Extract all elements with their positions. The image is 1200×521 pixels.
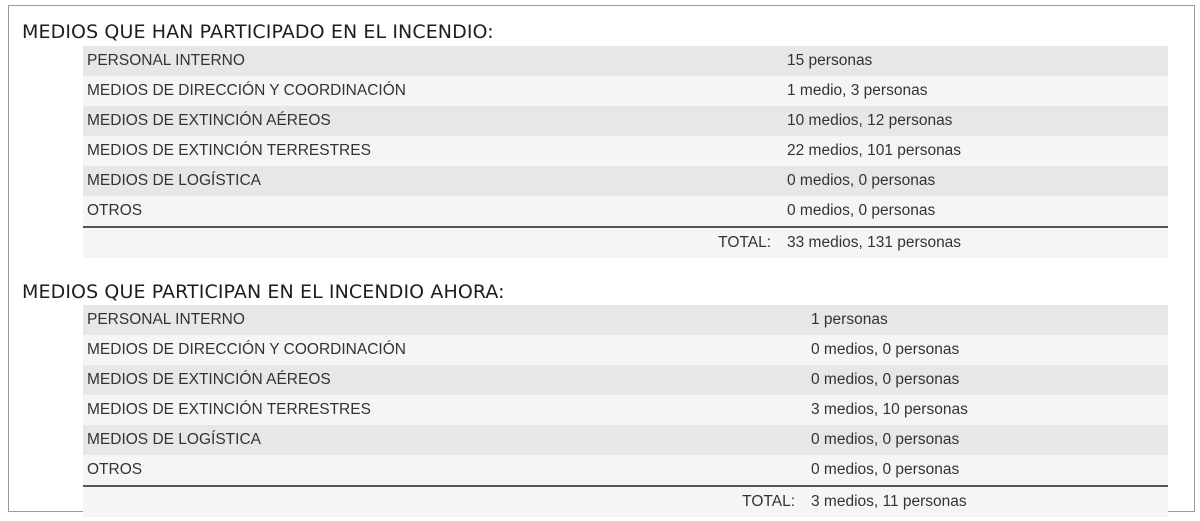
total-label: TOTAL:	[83, 228, 787, 258]
row-value: 3 medios, 10 personas	[811, 395, 1168, 425]
row-label: MEDIOS DE LOGÍSTICA	[83, 425, 811, 455]
row-label: PERSONAL INTERNO	[83, 46, 787, 76]
resources-table-current	[83, 305, 1168, 517]
row-value: 1 medio, 3 personas	[787, 76, 1168, 106]
row-value: 15 personas	[787, 46, 1168, 76]
resources-table-participated	[83, 46, 1168, 258]
table-row	[83, 305, 1168, 335]
total-value: 33 medios, 131 personas	[787, 228, 1168, 258]
row-value: 0 medios, 0 personas	[787, 196, 1168, 226]
row-value: 0 medios, 0 personas	[811, 365, 1168, 395]
row-label: MEDIOS DE LOGÍSTICA	[83, 166, 787, 196]
table-row	[83, 196, 1168, 226]
row-label: MEDIOS DE EXTINCIÓN AÉREOS	[83, 365, 811, 395]
table-row	[83, 166, 1168, 196]
table-row	[83, 335, 1168, 365]
total-row	[83, 228, 1168, 258]
row-value: 0 medios, 0 personas	[811, 335, 1168, 365]
section-title-current: MEDIOS QUE PARTICIPAN EN EL INCENDIO AHORA:	[22, 281, 505, 303]
row-value: 22 medios, 101 personas	[787, 136, 1168, 166]
row-label: MEDIOS DE DIRECCIÓN Y COORDINACIÓN	[83, 335, 811, 365]
row-value: 0 medios, 0 personas	[787, 166, 1168, 196]
table-row	[83, 136, 1168, 166]
section-title-participated: MEDIOS QUE HAN PARTICIPADO EN EL INCENDIO:	[22, 21, 494, 43]
row-label: PERSONAL INTERNO	[83, 305, 811, 335]
table-row	[83, 365, 1168, 395]
row-value: 0 medios, 0 personas	[811, 425, 1168, 455]
table-row	[83, 46, 1168, 76]
table-row	[83, 425, 1168, 455]
total-value: 3 medios, 11 personas	[811, 487, 1168, 517]
total-row	[83, 487, 1168, 517]
table-row	[83, 395, 1168, 425]
row-label: OTROS	[83, 196, 787, 226]
total-label: TOTAL:	[83, 487, 811, 517]
row-value: 0 medios, 0 personas	[811, 455, 1168, 485]
resources-panel	[8, 5, 1195, 512]
row-label: MEDIOS DE EXTINCIÓN AÉREOS	[83, 106, 787, 136]
row-value: 1 personas	[811, 305, 1168, 335]
table-row	[83, 106, 1168, 136]
table-row	[83, 455, 1168, 485]
row-label: MEDIOS DE EXTINCIÓN TERRESTRES	[83, 395, 811, 425]
table-row	[83, 76, 1168, 106]
row-label: MEDIOS DE EXTINCIÓN TERRESTRES	[83, 136, 787, 166]
row-label: MEDIOS DE DIRECCIÓN Y COORDINACIÓN	[83, 76, 787, 106]
row-value: 10 medios, 12 personas	[787, 106, 1168, 136]
row-label: OTROS	[83, 455, 811, 485]
